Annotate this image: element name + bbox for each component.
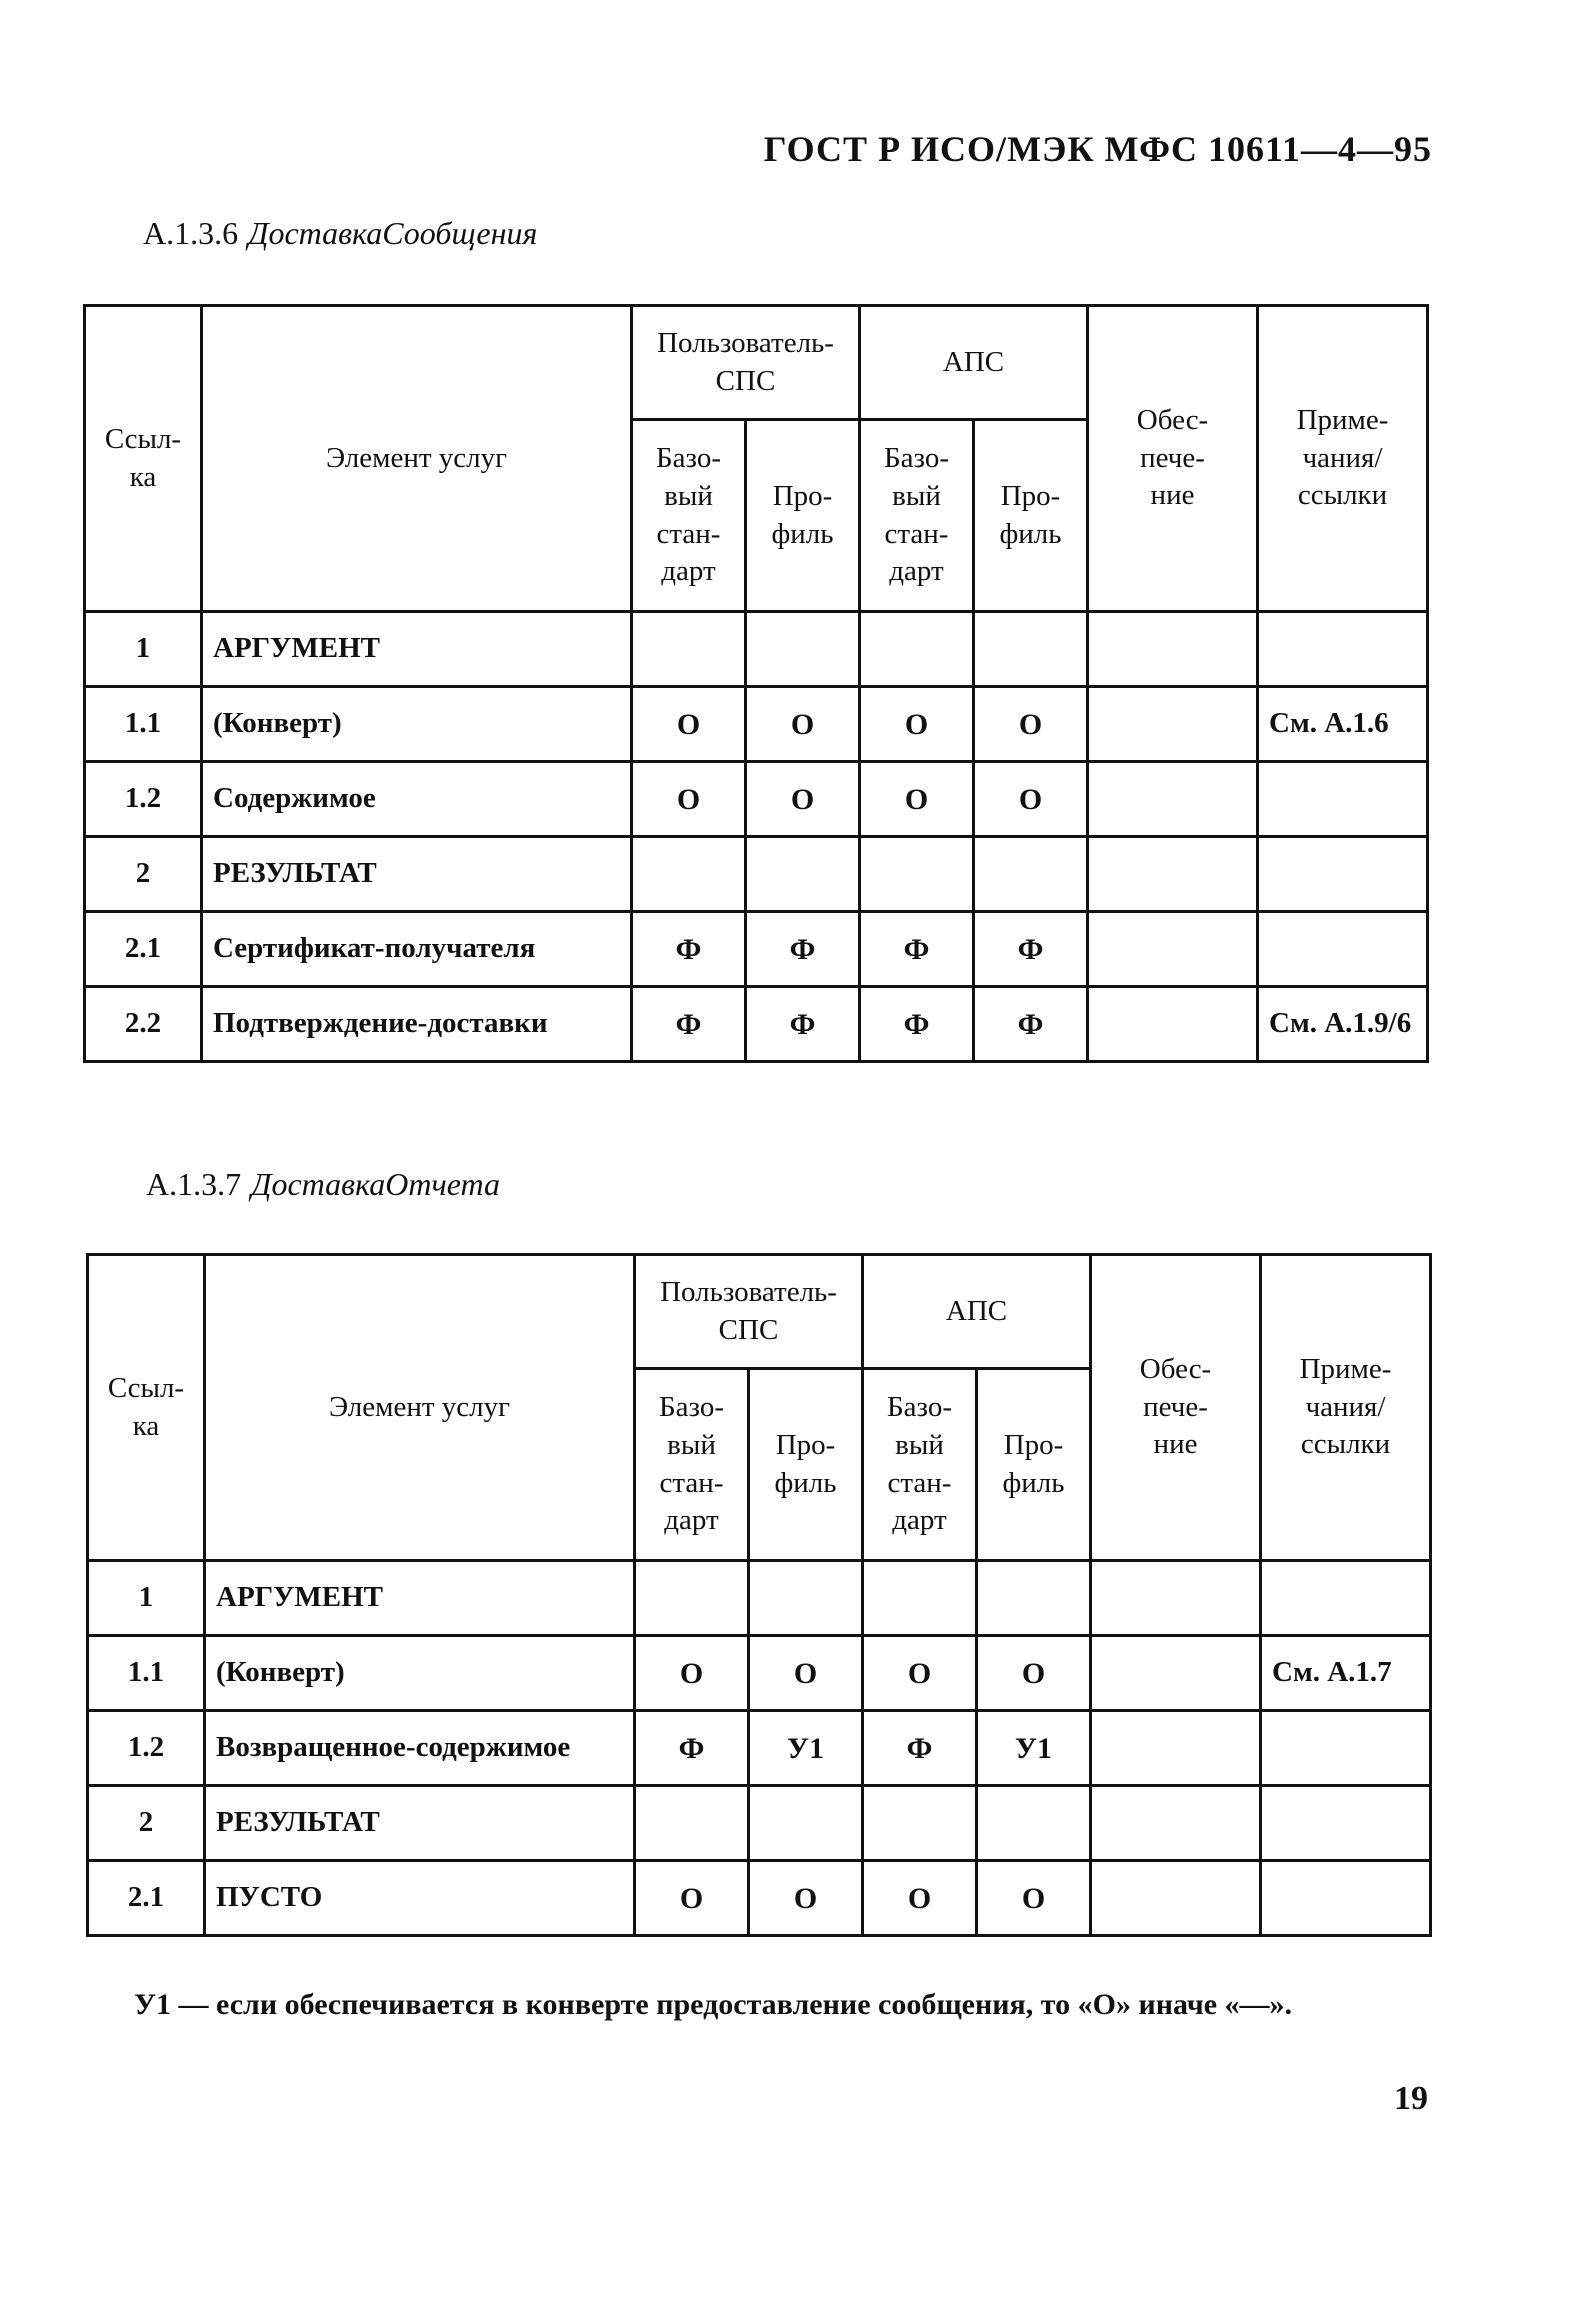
col-notes-header: Приме- чания/ ссылки bbox=[1261, 1255, 1431, 1561]
col-element-header: Элемент услуг bbox=[205, 1255, 635, 1561]
row-aps-profile-cell bbox=[974, 612, 1088, 687]
table-row bbox=[88, 1786, 1431, 1861]
row-element-cell: РЕЗУЛЬТАТ bbox=[202, 837, 632, 912]
col-support-header: Обес- пече- ние bbox=[1091, 1255, 1261, 1561]
row-support-cell bbox=[1088, 987, 1258, 1062]
row-aps-base-cell: Ф bbox=[860, 912, 974, 987]
row-note-cell bbox=[1258, 912, 1428, 987]
row-user-profile-cell: О bbox=[749, 1636, 863, 1711]
row-aps-base-cell: О bbox=[860, 687, 974, 762]
row-note-cell bbox=[1261, 1786, 1431, 1861]
col-ref-header: Ссыл- ка bbox=[85, 306, 202, 612]
row-user-base-cell: О bbox=[635, 1861, 749, 1936]
row-user-profile-cell: О bbox=[746, 762, 860, 837]
section-number: А.1.3.7 bbox=[146, 1166, 242, 1202]
row-aps-profile-cell: О bbox=[974, 762, 1088, 837]
row-user-base-cell bbox=[632, 612, 746, 687]
row-note-cell bbox=[1261, 1561, 1431, 1636]
row-aps-base-cell: Ф bbox=[863, 1711, 977, 1786]
row-element-cell: Сертификат-получателя bbox=[202, 912, 632, 987]
section-name: ДоставкаОтчета bbox=[251, 1166, 500, 1202]
row-element-cell: Возвращенное-содержимое bbox=[205, 1711, 635, 1786]
row-ref-cell: 2.1 bbox=[88, 1861, 205, 1936]
row-support-cell bbox=[1088, 762, 1258, 837]
row-aps-profile-cell: О bbox=[977, 1636, 1091, 1711]
row-user-profile-cell: О bbox=[746, 687, 860, 762]
row-aps-profile-cell: О bbox=[974, 687, 1088, 762]
row-aps-profile-cell bbox=[977, 1786, 1091, 1861]
row-note-cell: См. А.1.6 bbox=[1258, 687, 1428, 762]
section-title-1 bbox=[143, 215, 537, 252]
table-row bbox=[88, 1861, 1431, 1936]
row-user-profile-cell: У1 bbox=[749, 1711, 863, 1786]
table-row bbox=[88, 1561, 1431, 1636]
row-user-base-cell: Ф bbox=[635, 1711, 749, 1786]
table-row bbox=[85, 987, 1428, 1062]
col-user-base-header: Базо- вый стан- дарт bbox=[635, 1369, 749, 1561]
row-element-cell: (Конверт) bbox=[202, 687, 632, 762]
row-note-cell bbox=[1258, 837, 1428, 912]
row-aps-base-cell bbox=[863, 1786, 977, 1861]
document-code: ГОСТ Р ИСО/МЭК МФС 10611—4—95 bbox=[763, 129, 1432, 169]
row-user-profile-cell bbox=[749, 1561, 863, 1636]
col-user-profile-header: Про- филь bbox=[746, 420, 860, 612]
row-element-cell: Содержимое bbox=[202, 762, 632, 837]
row-aps-base-cell bbox=[863, 1561, 977, 1636]
row-ref-cell: 1 bbox=[88, 1561, 205, 1636]
row-user-base-cell: О bbox=[635, 1636, 749, 1711]
row-aps-base-cell: О bbox=[863, 1861, 977, 1936]
row-ref-cell: 2 bbox=[88, 1786, 205, 1861]
col-notes-header: Приме- чания/ ссылки bbox=[1258, 306, 1428, 612]
row-aps-profile-cell bbox=[977, 1561, 1091, 1636]
row-note-cell bbox=[1258, 762, 1428, 837]
row-element-cell: ПУСТО bbox=[205, 1861, 635, 1936]
row-note-cell bbox=[1261, 1861, 1431, 1936]
row-ref-cell: 1 bbox=[85, 612, 202, 687]
row-support-cell bbox=[1091, 1786, 1261, 1861]
row-note-cell: См. А.1.9/6 bbox=[1258, 987, 1428, 1062]
table-row bbox=[88, 1636, 1431, 1711]
row-element-cell: АРГУМЕНТ bbox=[205, 1561, 635, 1636]
row-support-cell bbox=[1091, 1861, 1261, 1936]
row-support-cell bbox=[1091, 1636, 1261, 1711]
row-user-base-cell: О bbox=[632, 687, 746, 762]
row-aps-base-cell bbox=[860, 837, 974, 912]
col-user-aps-header: Пользователь- СПС bbox=[635, 1255, 863, 1369]
row-user-base-cell: Ф bbox=[632, 987, 746, 1062]
row-element-cell: Подтверждение-доставки bbox=[202, 987, 632, 1062]
row-user-profile-cell bbox=[746, 612, 860, 687]
table-row bbox=[85, 912, 1428, 987]
row-aps-profile-cell: О bbox=[977, 1861, 1091, 1936]
col-aps-base-header: Базо- вый стан- дарт bbox=[860, 420, 974, 612]
row-element-cell: РЕЗУЛЬТАТ bbox=[205, 1786, 635, 1861]
row-user-profile-cell: Ф bbox=[746, 912, 860, 987]
row-support-cell bbox=[1091, 1561, 1261, 1636]
row-ref-cell: 1.1 bbox=[85, 687, 202, 762]
col-user-base-header: Базо- вый стан- дарт bbox=[632, 420, 746, 612]
col-aps-profile-header: Про- филь bbox=[974, 420, 1088, 612]
row-support-cell bbox=[1088, 687, 1258, 762]
col-aps-header: АПС bbox=[863, 1255, 1091, 1369]
row-user-profile-cell: О bbox=[749, 1861, 863, 1936]
row-aps-base-cell: Ф bbox=[860, 987, 974, 1062]
spec-table-2 bbox=[86, 1253, 1432, 1937]
row-aps-profile-cell: У1 bbox=[977, 1711, 1091, 1786]
row-ref-cell: 1.1 bbox=[88, 1636, 205, 1711]
row-element-cell: АРГУМЕНТ bbox=[202, 612, 632, 687]
row-user-base-cell bbox=[635, 1561, 749, 1636]
row-note-cell bbox=[1258, 612, 1428, 687]
col-aps-profile-header: Про- филь bbox=[977, 1369, 1091, 1561]
row-ref-cell: 1.2 bbox=[85, 762, 202, 837]
col-aps-header: АПС bbox=[860, 306, 1088, 420]
row-user-profile-cell bbox=[749, 1786, 863, 1861]
row-user-base-cell: Ф bbox=[632, 912, 746, 987]
row-support-cell bbox=[1091, 1711, 1261, 1786]
spec-table-1 bbox=[83, 304, 1429, 1063]
table-row bbox=[88, 1711, 1431, 1786]
row-aps-base-cell: О bbox=[860, 762, 974, 837]
row-aps-profile-cell: Ф bbox=[974, 912, 1088, 987]
row-ref-cell: 2.2 bbox=[85, 987, 202, 1062]
row-ref-cell: 2 bbox=[85, 837, 202, 912]
col-element-header: Элемент услуг bbox=[202, 306, 632, 612]
section-name: ДоставкаСообщения bbox=[248, 215, 538, 251]
row-user-base-cell bbox=[635, 1786, 749, 1861]
row-aps-base-cell: О bbox=[863, 1636, 977, 1711]
col-user-aps-header: Пользователь- СПС bbox=[632, 306, 860, 420]
row-aps-base-cell bbox=[860, 612, 974, 687]
table-row bbox=[85, 687, 1428, 762]
section-number: А.1.3.6 bbox=[143, 215, 239, 251]
page-number: 19 bbox=[1394, 2080, 1428, 2117]
row-ref-cell: 1.2 bbox=[88, 1711, 205, 1786]
table-row bbox=[85, 762, 1428, 837]
row-user-profile-cell bbox=[746, 837, 860, 912]
row-aps-profile-cell: Ф bbox=[974, 987, 1088, 1062]
col-user-profile-header: Про- филь bbox=[749, 1369, 863, 1561]
row-support-cell bbox=[1088, 612, 1258, 687]
row-support-cell bbox=[1088, 912, 1258, 987]
row-note-cell: См. А.1.7 bbox=[1261, 1636, 1431, 1711]
table-row bbox=[85, 837, 1428, 912]
col-support-header: Обес- пече- ние bbox=[1088, 306, 1258, 612]
footnote: У1 — если обеспечивается в конверте предоставление сообщения, то «О» иначе «—». bbox=[134, 1988, 1293, 2021]
row-user-base-cell: О bbox=[632, 762, 746, 837]
col-aps-base-header: Базо- вый стан- дарт bbox=[863, 1369, 977, 1561]
row-user-base-cell bbox=[632, 837, 746, 912]
row-user-profile-cell: Ф bbox=[746, 987, 860, 1062]
section-title-2 bbox=[146, 1166, 500, 1203]
col-ref-header: Ссыл- ка bbox=[88, 1255, 205, 1561]
row-element-cell: (Конверт) bbox=[205, 1636, 635, 1711]
row-aps-profile-cell bbox=[974, 837, 1088, 912]
row-ref-cell: 2.1 bbox=[85, 912, 202, 987]
row-note-cell bbox=[1261, 1711, 1431, 1786]
row-support-cell bbox=[1088, 837, 1258, 912]
table-row bbox=[85, 612, 1428, 687]
